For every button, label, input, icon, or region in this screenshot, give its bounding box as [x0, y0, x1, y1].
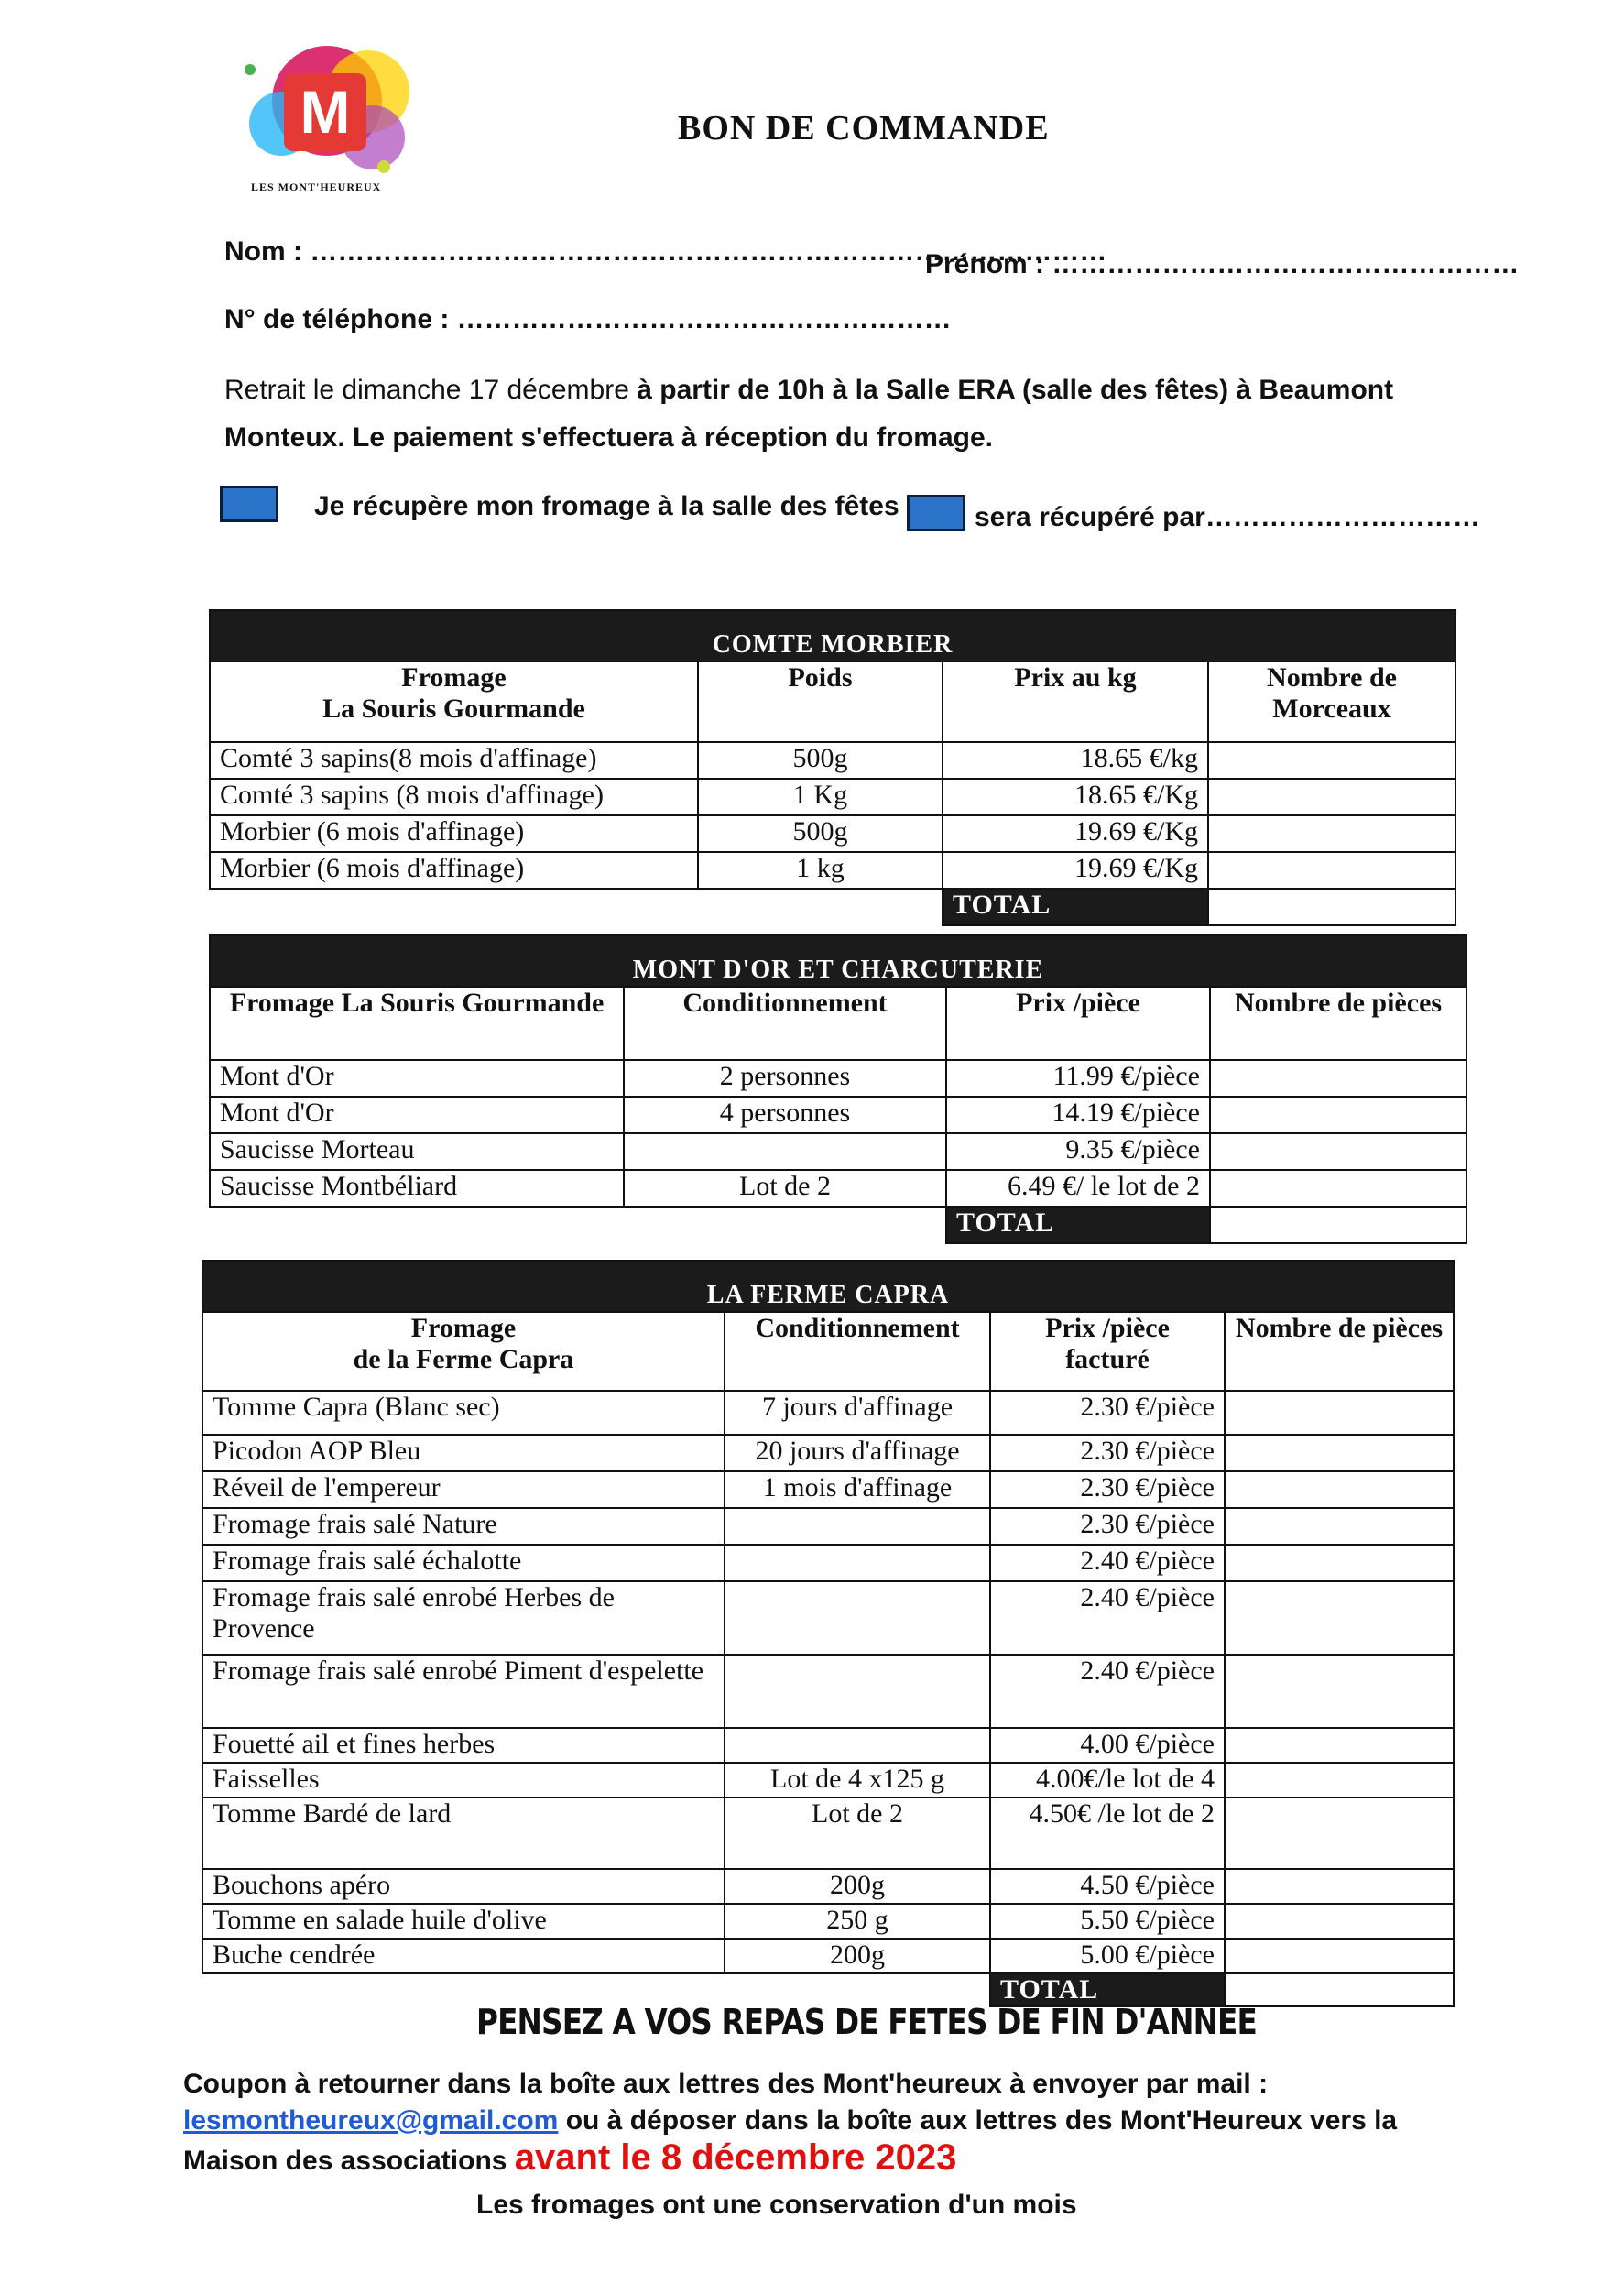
price: 2.30 €/pièce — [990, 1471, 1225, 1508]
price: 9.35 €/pièce — [946, 1133, 1210, 1170]
packaging: 200g — [725, 1869, 990, 1904]
table-row — [202, 1798, 1454, 1869]
col-header: Nombre de pièces — [1225, 1312, 1454, 1391]
packaging: Lot de 4 x125 g — [725, 1763, 990, 1798]
table-row — [202, 1655, 1454, 1728]
price: 4.00 €/pièce — [990, 1728, 1225, 1763]
logo — [240, 41, 432, 211]
quantity-cell[interactable] — [1225, 1763, 1454, 1798]
table-row — [210, 1170, 1466, 1207]
packaging: 200g — [725, 1939, 990, 1973]
prenom-field[interactable]: Prénom : …………………………………………… — [925, 249, 1520, 279]
table-mont-dor-charcuterie — [209, 934, 1467, 1244]
price: 5.50 €/pièce — [990, 1904, 1225, 1939]
email-link[interactable]: lesmontheureux@gmail.com — [183, 2105, 559, 2136]
logo-dot — [377, 160, 390, 173]
table-row — [202, 1939, 1454, 1973]
product-name: Comté 3 sapins (8 mois d'affinage) — [210, 779, 698, 815]
product-name: Picodon AOP Bleu — [202, 1435, 725, 1471]
product-name: Saucisse Morteau — [210, 1133, 624, 1170]
packaging: Lot de 2 — [725, 1798, 990, 1869]
packaging: 4 personnes — [624, 1097, 946, 1133]
pickup-info — [224, 366, 1466, 462]
nom-field[interactable]: Nom : …………………………………………………………………………… — [224, 236, 1107, 267]
packaging — [725, 1655, 990, 1728]
quantity-cell[interactable] — [1225, 1655, 1454, 1728]
table-row — [202, 1869, 1454, 1904]
table-row — [202, 1728, 1454, 1763]
col-header: Conditionnement — [624, 987, 946, 1060]
product-name: Saucisse Montbéliard — [210, 1170, 624, 1207]
quantity-cell[interactable] — [1225, 1904, 1454, 1939]
quantity-cell[interactable] — [1208, 852, 1455, 889]
price: 4.50 €/pièce — [990, 1869, 1225, 1904]
packaging: 500g — [698, 742, 943, 779]
coupon-text-2: ou à déposer dans la boîte aux lettres des Mont'Heureux vers la Maison des associations — [183, 2105, 1398, 2176]
product-name: Morbier (6 mois d'affinage) — [210, 815, 698, 852]
pickup-self-checkbox[interactable] — [220, 486, 278, 522]
pickup-info-part2: à partir de 10h à la Salle ERA (salle des fêtes) à Beaumont Monteux. Le paiement s'effectuera à réception du fromage. — [224, 375, 1394, 453]
price: 4.00€/le lot de 4 — [990, 1763, 1225, 1798]
table-row — [202, 1435, 1454, 1471]
table-row — [210, 852, 1455, 889]
total-cell[interactable] — [1210, 1207, 1466, 1243]
product-name: Tomme Bardé de lard — [202, 1798, 725, 1869]
quantity-cell[interactable] — [1225, 1728, 1454, 1763]
price: 4.50€ /le lot de 2 — [990, 1798, 1225, 1869]
quantity-cell[interactable] — [1208, 779, 1455, 815]
col-header: Prix /pièce — [946, 987, 1210, 1060]
product-name: Fromage frais salé enrobé Herbes de Provence — [202, 1581, 725, 1655]
product-name: Réveil de l'empereur — [202, 1471, 725, 1508]
spacer — [210, 889, 943, 925]
quantity-cell[interactable] — [1225, 1869, 1454, 1904]
packaging — [725, 1545, 990, 1581]
col-header: Conditionnement — [725, 1312, 990, 1391]
quantity-cell[interactable] — [1225, 1939, 1454, 1973]
conservation-note: Les fromages ont une conservation d'un mois — [476, 2190, 1077, 2220]
packaging: 20 jours d'affinage — [725, 1435, 990, 1471]
table-comte-morbier — [209, 609, 1456, 926]
product-name: Mont d'Or — [210, 1060, 624, 1097]
product-name: Morbier (6 mois d'affinage) — [210, 852, 698, 889]
spacer — [210, 1207, 946, 1243]
telephone-field[interactable]: N° de téléphone : ……………………………………………… — [224, 304, 952, 334]
product-name: Fromage frais salé échalotte — [202, 1545, 725, 1581]
table-row — [210, 815, 1455, 852]
quantity-cell[interactable] — [1210, 1060, 1466, 1097]
packaging: 250 g — [725, 1904, 990, 1939]
packaging — [725, 1581, 990, 1655]
packaging: 1 kg — [698, 852, 943, 889]
table-ferme-capra — [202, 1260, 1455, 2007]
section-title: MONT D'OR ET CHARCUTERIE — [210, 935, 1466, 987]
table-row — [210, 1133, 1466, 1170]
packaging: 1 Kg — [698, 779, 943, 815]
table-row — [202, 1763, 1454, 1798]
product-name: Fromage frais salé Nature — [202, 1508, 725, 1545]
price: 5.00 €/pièce — [990, 1939, 1225, 1973]
product-name: Bouchons apéro — [202, 1869, 725, 1904]
table-row — [202, 1581, 1454, 1655]
col-header: Prix /pièce facturé — [990, 1312, 1225, 1391]
logo-tagline: LES MONT'HEUREUX — [251, 180, 382, 193]
product-name: Fouetté ail et fines herbes — [202, 1728, 725, 1763]
packaging — [624, 1133, 946, 1170]
price: 2.30 €/pièce — [990, 1391, 1225, 1435]
product-name: Tomme Capra (Blanc sec) — [202, 1391, 725, 1435]
packaging: 1 mois d'affinage — [725, 1471, 990, 1508]
pickup-self-label: Je récupère mon fromage à la salle des fêtes — [314, 491, 899, 521]
product-name: Mont d'Or — [210, 1097, 624, 1133]
table-row — [202, 1508, 1454, 1545]
table-row — [202, 1904, 1454, 1939]
price: 6.49 €/ le lot de 2 — [946, 1170, 1210, 1207]
quantity-cell[interactable] — [1208, 742, 1455, 779]
quantity-cell[interactable] — [1208, 815, 1455, 852]
quantity-cell[interactable] — [1210, 1170, 1466, 1207]
total-label: TOTAL — [946, 1207, 1210, 1243]
product-name: Tomme en salade huile d'olive — [202, 1904, 725, 1939]
product-name: Buche cendrée — [202, 1939, 725, 1973]
price: 2.30 €/pièce — [990, 1508, 1225, 1545]
price: 11.99 €/pièce — [946, 1060, 1210, 1097]
logo-letter: M — [284, 73, 366, 151]
col-header: Prix au kg — [943, 661, 1208, 742]
section-title: LA FERME CAPRA — [202, 1261, 1454, 1312]
quantity-cell[interactable] — [1210, 1133, 1466, 1170]
quantity-cell[interactable] — [1210, 1097, 1466, 1133]
coupon-text-1: Coupon à retourner dans la boîte aux lettres des Mont'heureux à envoyer par mail : — [183, 2069, 1269, 2099]
col-header: Nombre de Morceaux — [1208, 661, 1455, 742]
col-header: Fromage de la Ferme Capra — [202, 1312, 725, 1391]
col-header: Nombre de pièces — [1210, 987, 1466, 1060]
price: 14.19 €/pièce — [946, 1097, 1210, 1133]
price: 19.69 €/Kg — [943, 815, 1208, 852]
packaging — [725, 1508, 990, 1545]
deadline: avant le 8 décembre 2023 — [514, 2137, 957, 2178]
page-title: BON DE COMMANDE — [678, 109, 1050, 148]
packaging: 7 jours d'affinage — [725, 1391, 990, 1435]
table-row — [202, 1471, 1454, 1508]
pickup-info-part1: Retrait le dimanche 17 décembre — [224, 375, 638, 405]
price: 19.69 €/Kg — [943, 852, 1208, 889]
quantity-cell[interactable] — [1225, 1391, 1454, 1435]
product-name: Faisselles — [202, 1763, 725, 1798]
pickup-other-checkbox[interactable] — [907, 495, 965, 531]
table-row — [210, 1097, 1466, 1133]
col-header: Fromage La Souris Gourmande — [210, 987, 624, 1060]
total-label: TOTAL — [990, 1973, 1225, 2006]
packaging: 2 personnes — [624, 1060, 946, 1097]
quantity-cell[interactable] — [1225, 1545, 1454, 1581]
table-row — [210, 742, 1455, 779]
price: 2.30 €/pièce — [990, 1435, 1225, 1471]
table-row — [210, 1060, 1466, 1097]
price: 2.40 €/pièce — [990, 1545, 1225, 1581]
packaging: 500g — [698, 815, 943, 852]
price: 18.65 €/Kg — [943, 779, 1208, 815]
quantity-cell[interactable] — [1225, 1435, 1454, 1471]
section-title: COMTE MORBIER — [210, 610, 1455, 661]
total-cell[interactable] — [1225, 1973, 1454, 2006]
total-cell[interactable] — [1208, 889, 1455, 925]
total-label: TOTAL — [943, 889, 1208, 925]
price: 2.40 €/pièce — [990, 1581, 1225, 1655]
table-row — [202, 1545, 1454, 1581]
quantity-cell[interactable] — [1225, 1471, 1454, 1508]
quantity-cell[interactable] — [1225, 1798, 1454, 1869]
logo-dot — [245, 64, 256, 75]
col-header: Fromage La Souris Gourmande — [210, 661, 698, 742]
quantity-cell[interactable] — [1225, 1508, 1454, 1545]
pickup-other-label: sera récupéré par………………………… — [975, 502, 1480, 532]
packaging: Lot de 2 — [624, 1170, 946, 1207]
coupon-instructions — [183, 2066, 1429, 2180]
product-name: Fromage frais salé enrobé Piment d'espelette — [202, 1655, 725, 1728]
price: 2.40 €/pièce — [990, 1655, 1225, 1728]
product-name: Comté 3 sapins(8 mois d'affinage) — [210, 742, 698, 779]
table-row — [210, 779, 1455, 815]
quantity-cell[interactable] — [1225, 1581, 1454, 1655]
holiday-reminder: PENSEZ A VOS REPAS DE FETES DE FIN D'ANNEE — [476, 2002, 1257, 2042]
table-row — [202, 1391, 1454, 1435]
packaging — [725, 1728, 990, 1763]
price: 18.65 €/kg — [943, 742, 1208, 779]
col-header: Poids — [698, 661, 943, 742]
